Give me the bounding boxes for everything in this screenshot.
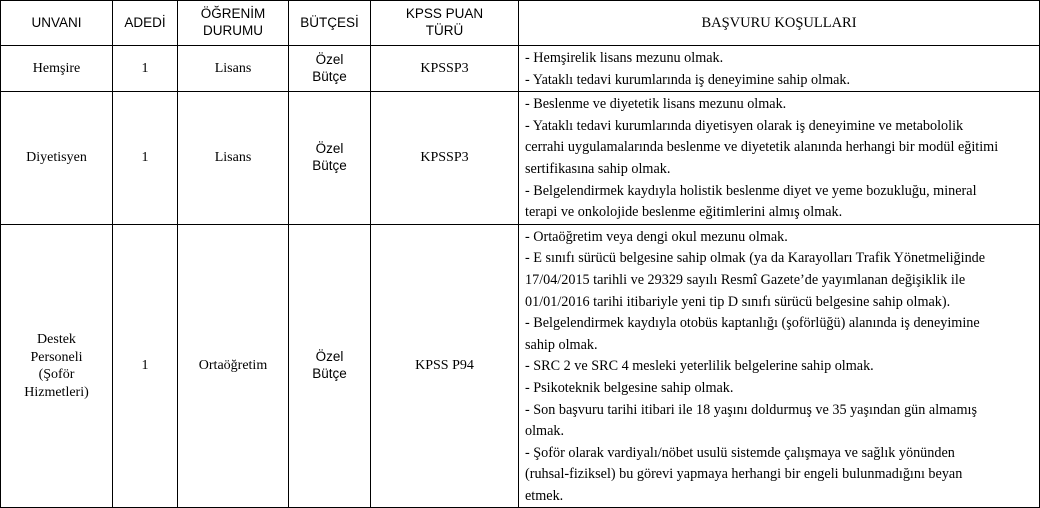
condition-line: 17/04/2015 tarihli ve 29329 sayılı Resmî Gazete’de yayımlanan değişiklik ile [525,271,966,288]
cell-unvani-line: Destek [37,332,76,348]
cell-ogrenim: Lisans [178,92,289,225]
condition-line: - Beslenme ve diyetetik lisans mezunu olmak. [525,96,787,113]
header-kosullar: BAŞVURU KOŞULLARI [519,1,1040,46]
condition-line: - Ortaöğretim veya dengi okul mezunu olmak. [525,228,788,245]
cell-ogrenim: Lisans [178,46,289,92]
condition-line: - Belgelendirmek kaydıyla holistik beslenme diyet ve yeme bozukluğu, mineral [525,182,977,199]
condition-line: - Şoför olarak vardiyalı/nöbet usulü sistemde çalışmaya ve sağlık yönünden [525,444,955,461]
header-butcesi: BÜTÇESİ [289,1,371,46]
table-row [1,92,1040,225]
cell-conditions [519,46,1040,92]
table-header-row [1,1,1040,46]
cell-unvani-line: (Şoför [38,367,75,383]
header-kpss [371,1,519,46]
header-kpss-line: TÜRÜ [425,23,464,38]
cell-butce-line: Özel [315,349,344,365]
condition-line: olmak. [525,423,565,440]
cell-conditions [519,224,1040,508]
condition-line: - E sınıfı sürücü belgesine sahip olmak (ya da Karayolları Trafik Yönetmeliğinde [525,250,986,267]
cell-adedi: 1 [113,92,178,225]
condition-line: - SRC 2 ve SRC 4 mesleki yeterlilik belgelerine sahip olmak. [525,358,874,375]
cell-butce-line: Özel [315,141,344,157]
condition-line: - Yataklı tedavi kurumlarında diyetisyen olarak iş deneyimine ve metabololik [525,117,964,134]
header-adedi: ADEDİ [113,1,178,46]
header-ogrenim-line: DURUMU [203,23,263,38]
cell-butce [289,46,371,92]
condition-line: - Psikoteknik belgesine sahip olmak. [525,379,734,396]
cell-butce-line: Bütçe [312,157,347,173]
cell-butce-line: Bütçe [312,366,347,382]
cell-unvani: Hemşire [1,46,113,92]
cell-adedi: 1 [113,224,178,508]
cell-kpss: KPSSP3 [371,46,519,92]
condition-line: terapi ve onkolojide beslenme eğitimlerini almış olmak. [525,204,843,221]
cell-conditions [519,92,1040,225]
condition-line: - Hemşirelik lisans mezunu olmak. [525,50,724,66]
condition-line: - Belgelendirmek kaydıyla otobüs kaptanlığı (şoförlüğü) alanında iş deneyimine [525,315,980,332]
cell-butce [289,224,371,508]
header-ogrenim-line: ÖĞRENİM [200,6,266,22]
condition-line: sertifikasına sahip olmak. [525,160,671,177]
condition-line: 01/01/2016 tarihi itibariyle yeni tip D sınıfı sürücü belgesine sahip olmak). [525,293,951,310]
header-unvani: UNVANI [1,1,113,46]
condition-line: etmek. [525,487,564,504]
cell-unvani: Diyetisyen [1,92,113,225]
condition-line: - Yataklı tedavi kurumlarında iş deneyimine sahip olmak. [525,71,851,88]
cell-unvani-line: Hizmetleri) [24,384,89,400]
cell-unvani-line: Personeli [30,349,83,365]
cell-ogrenim: Ortaöğretim [178,224,289,508]
cell-kpss: KPSS P94 [371,224,519,508]
cell-unvani [1,224,113,508]
header-ogrenim [178,1,289,46]
cell-butce-line: Özel [315,51,344,67]
cell-butce [289,92,371,225]
condition-line: - Son başvuru tarihi itibari ile 18 yaşını doldurmuş ve 35 yaşından gün almamış [525,401,977,418]
cell-butce-line: Bütçe [312,68,347,84]
cell-kpss: KPSSP3 [371,92,519,225]
table-row [1,46,1040,92]
condition-line: cerrahi uygulamalarında beslenme ve diyetetik alanında herhangi bir modül eğitimi [525,139,999,156]
condition-line: (ruhsal-fiziksel) bu görevi yapmaya herhangi bir engeli bulunmadığını beyan [525,466,963,483]
condition-line: sahip olmak. [525,336,598,353]
cell-adedi: 1 [113,46,178,92]
table-row [1,224,1040,508]
header-kpss-line: KPSS PUAN [405,6,484,22]
